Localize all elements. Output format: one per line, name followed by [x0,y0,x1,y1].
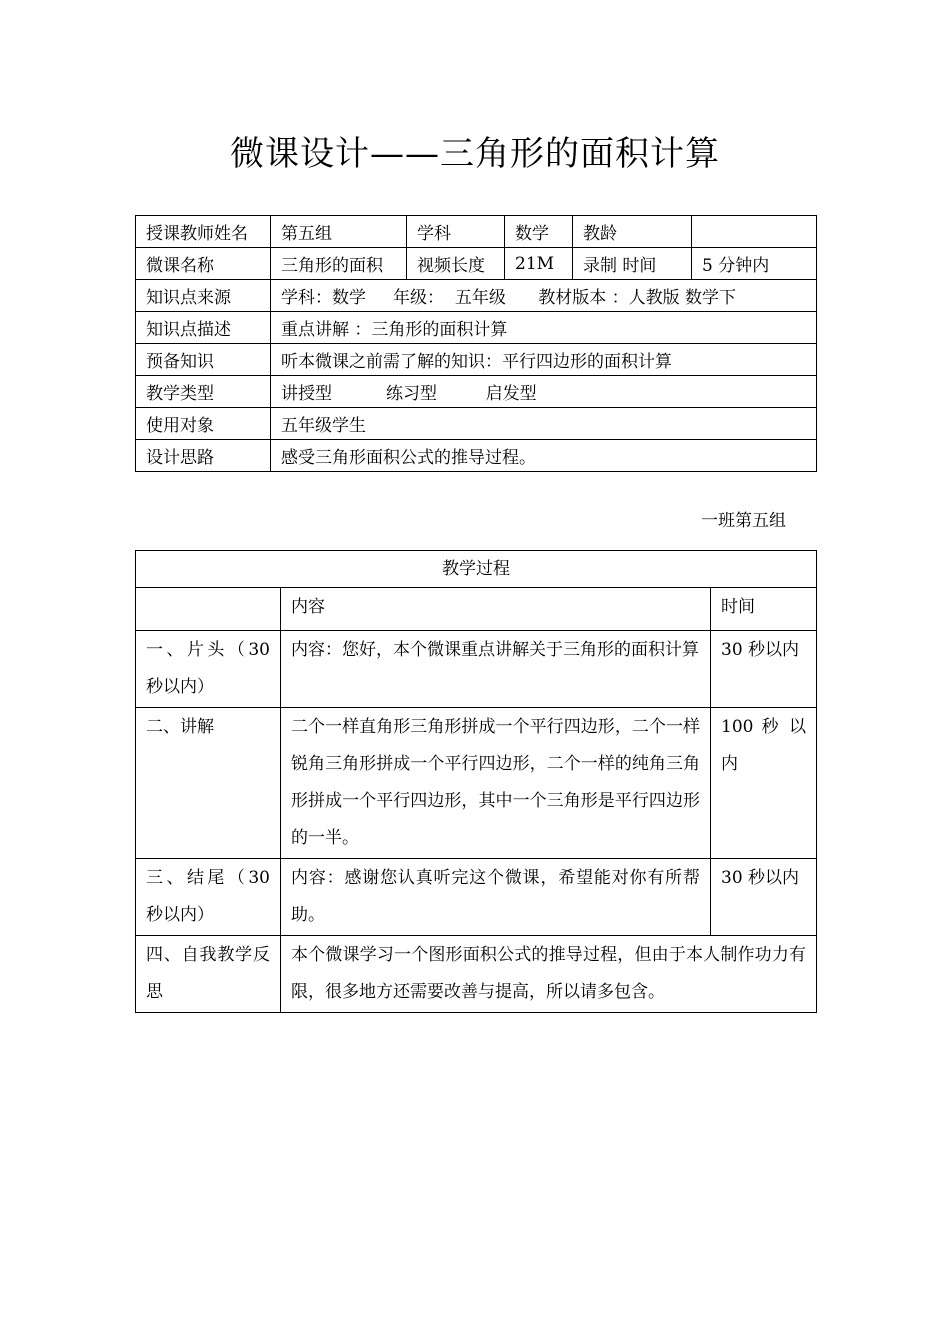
record-time-label: 录制 时间 [573,248,692,280]
course-name-label: 微课名称 [136,248,271,280]
description-value: 重点讲解 ：三角形的面积计算 [271,312,817,344]
teacher-value: 第五组 [271,216,407,248]
teaching-type-value: 讲授型 练习型 启发型 [271,376,817,408]
video-length-value: 21M [505,248,573,280]
subject-value: 数学 [505,216,573,248]
time-cell: 30 秒以内 [711,859,817,936]
description-label: 知识点描述 [136,312,271,344]
page-title: 微课设计——三角形的面积计算 [230,134,720,174]
content-cell: 二个一样直角形三角形拼成一个平行四边形，二个一样锐角三角形拼成一个平行四边形，二个一样的纯角三角形拼成一个平行四边形，其中一个三角形是平行四边形的一半。 [281,708,711,859]
content-cell: 内容：感谢您认真听完这个微课，希望能对你有所帮助。 [281,859,711,936]
stage-cell: 三、结尾（30 秒以内） [136,859,281,936]
time-cell: 30 秒以内 [711,631,817,708]
table-row [136,376,817,408]
table-row [136,280,817,312]
design-idea-label: 设计思路 [136,440,271,472]
teacher-label: 授课教师姓名 [136,216,271,248]
table-row [136,631,817,708]
stage-cell: 四、自我教学反思 [136,936,281,1013]
group-note: 一班第五组 [701,511,786,531]
stage-cell: 一、片头（30 秒以内） [136,631,281,708]
time-cell: 100 秒 以内 [711,708,817,859]
table-row [136,859,817,936]
content-column-header: 内容 [281,588,711,631]
subject-label: 学科 [407,216,505,248]
table-row [136,312,817,344]
teaching-type-label: 教学类型 [136,376,271,408]
time-column-header: 时间 [711,588,817,631]
table-row [136,408,817,440]
course-info-table [135,215,817,472]
process-header: 教学过程 [136,551,817,588]
video-length-label: 视频长度 [407,248,505,280]
source-value: 学科：数学 年级： 五年级 教材版本 ：人教版 数学下 [271,280,817,312]
table-row [136,708,817,859]
record-time-value: 5 分钟内 [692,248,817,280]
table-row [136,344,817,376]
stage-cell: 二、讲解 [136,708,281,859]
stage-column-header [136,588,281,631]
course-name-value: 三角形的面积 [271,248,407,280]
content-cell: 内容：您好，本个微课重点讲解关于三角形的面积计算 [281,631,711,708]
design-idea-value: 感受三角形面积公式的推导过程。 [271,440,817,472]
table-row [136,588,817,631]
table-row [136,248,817,280]
table-row [136,216,817,248]
prerequisite-value: 听本微课之前需了解的知识：平行四边形的面积计算 [271,344,817,376]
prerequisite-label: 预备知识 [136,344,271,376]
teaching-age-value [692,216,817,248]
table-row [136,440,817,472]
content-cell: 本个微课学习一个图形面积公式的推导过程，但由于本人制作功力有限，很多地方还需要改善与提高，所以请多包含。 [281,936,817,1013]
audience-label: 使用对象 [136,408,271,440]
source-label: 知识点来源 [136,280,271,312]
teaching-age-label: 教龄 [573,216,692,248]
table-row [136,551,817,588]
teaching-process-table [135,550,817,1013]
audience-value: 五年级学生 [271,408,817,440]
table-row [136,936,817,1013]
